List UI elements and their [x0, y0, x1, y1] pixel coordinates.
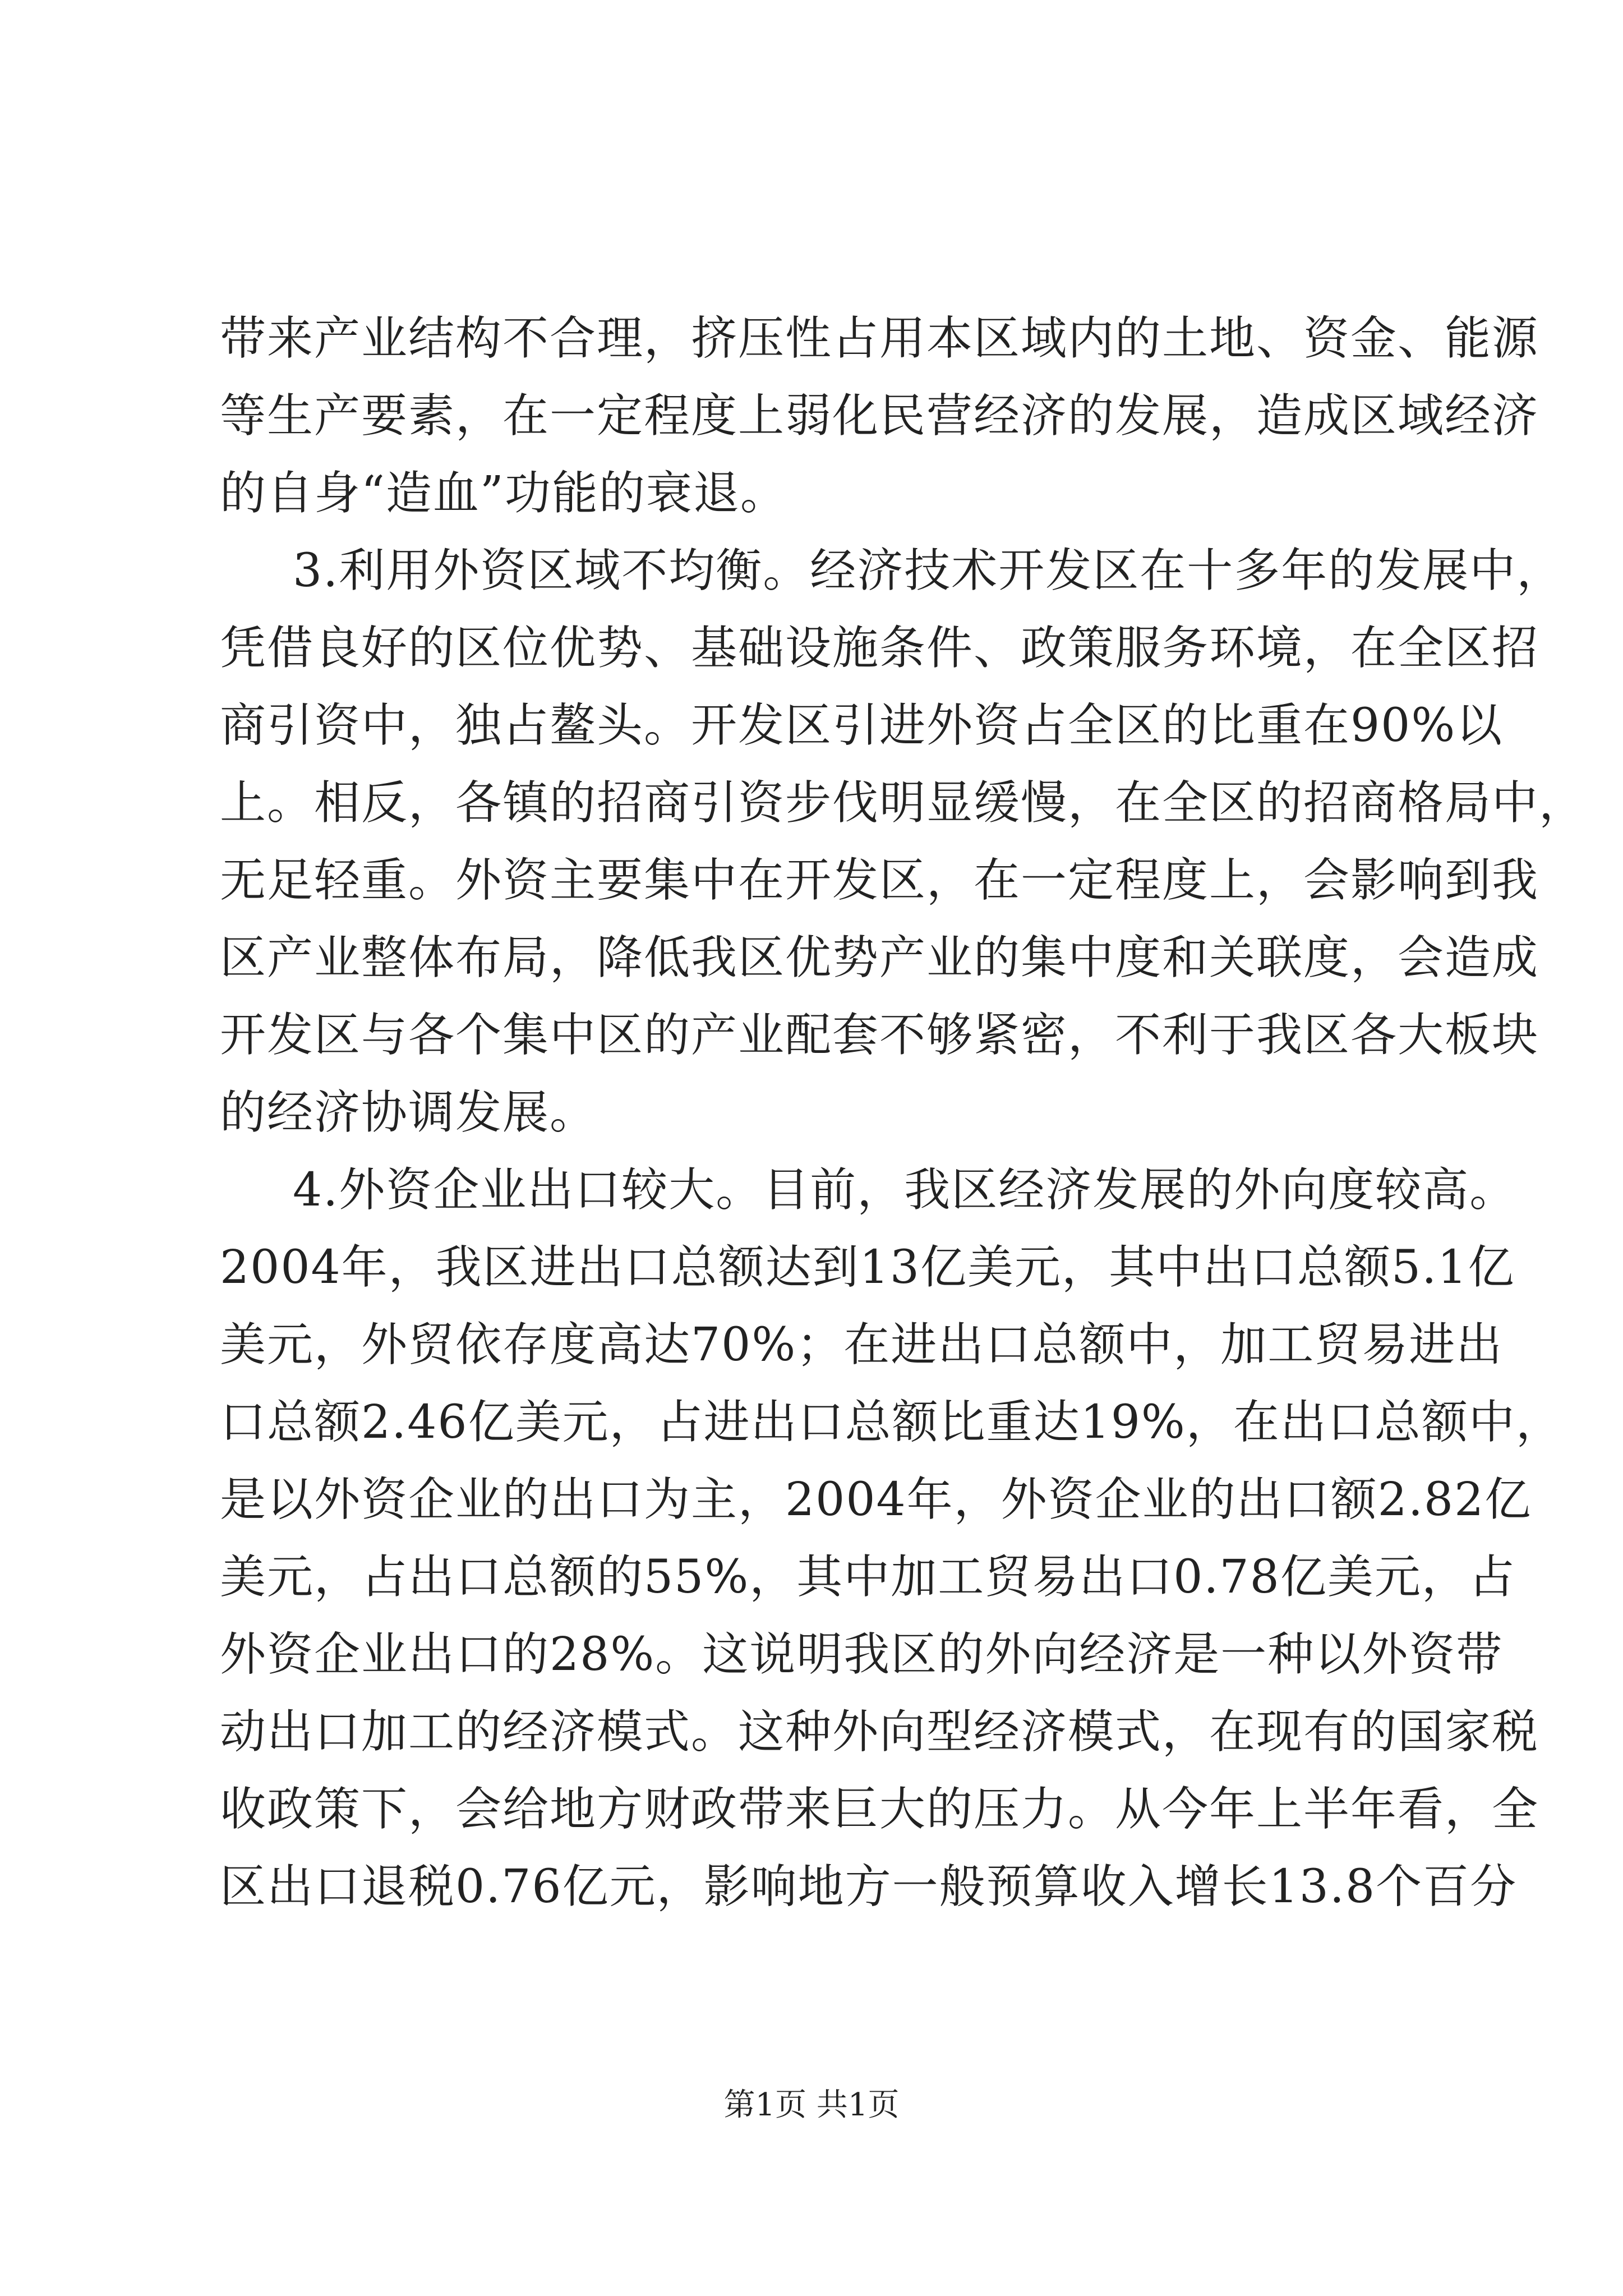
text-line: 带来产业结构不合理，挤压性占用本区域内的土地、资金、能源: [220, 312, 1539, 365]
text-line: 口总额2.46亿美元，占进出口总额比重达19%，在出口总额中，: [220, 1396, 1563, 1449]
text-line: 外资企业出口的28%。这说明我区的外向经济是一种以外资带: [220, 1628, 1504, 1681]
text-line: 收政策下，会给地方财政带来巨大的压力。从今年上半年看，全: [220, 1783, 1539, 1836]
text-line: 无足轻重。外资主要集中在开发区，在一定程度上，会影响到我: [220, 854, 1539, 907]
text-line: 区出口退税0.76亿元，影响地方一般预算收入增长13.8个百分: [220, 1860, 1518, 1913]
text-line: 凭借良好的区位优势、基础设施条件、政策服务环境，在全区招: [220, 622, 1539, 675]
text-line: 区产业整体布局，降低我区优势产业的集中度和关联度，会造成: [220, 931, 1539, 984]
text-line: 动出口加工的经济模式。这种外向型经济模式，在现有的国家税: [220, 1705, 1539, 1759]
text-line: 美元，占出口总额的55%，其中加工贸易出口0.78亿美元，占: [220, 1550, 1516, 1604]
text-line: 开发区与各个集中区的产业配套不够紧密，不利于我区各大板块: [220, 1009, 1539, 1062]
paragraph-first-line: 4.外资企业出口较大。目前，我区经济发展的外向度较高。: [293, 1163, 1517, 1217]
text-line: 上。相反，各镇的招商引资步伐明显缓慢，在全区的招商格局中，: [220, 776, 1587, 830]
page-footer: [0, 2080, 1623, 2125]
text-line: 商引资中，独占鳌头。开发区引进外资占全区的比重在90%以: [220, 699, 1504, 752]
paragraph-first-line: 3.利用外资区域不均衡。经济技术开发区在十多年的发展中，: [293, 544, 1564, 597]
text-line: 2004年，我区进出口总额达到13亿美元，其中出口总额5.1亿: [220, 1241, 1515, 1294]
text-line: 是以外资企业的出口为主，2004年，外资企业的出口额2.82亿: [220, 1473, 1532, 1526]
document-body: [220, 300, 1587, 1926]
page-number-label: 第1页 共1页: [723, 2087, 900, 2123]
text-line: 的自身“造血”功能的衰退。: [220, 467, 787, 520]
text-line: 等生产要素，在一定程度上弱化民营经济的发展，造成区域经济: [220, 389, 1539, 443]
text-line: 的经济协调发展。: [220, 1086, 597, 1139]
text-line: 美元，外贸依存度高达70%；在进出口总额中，加工贸易进出: [220, 1318, 1504, 1372]
